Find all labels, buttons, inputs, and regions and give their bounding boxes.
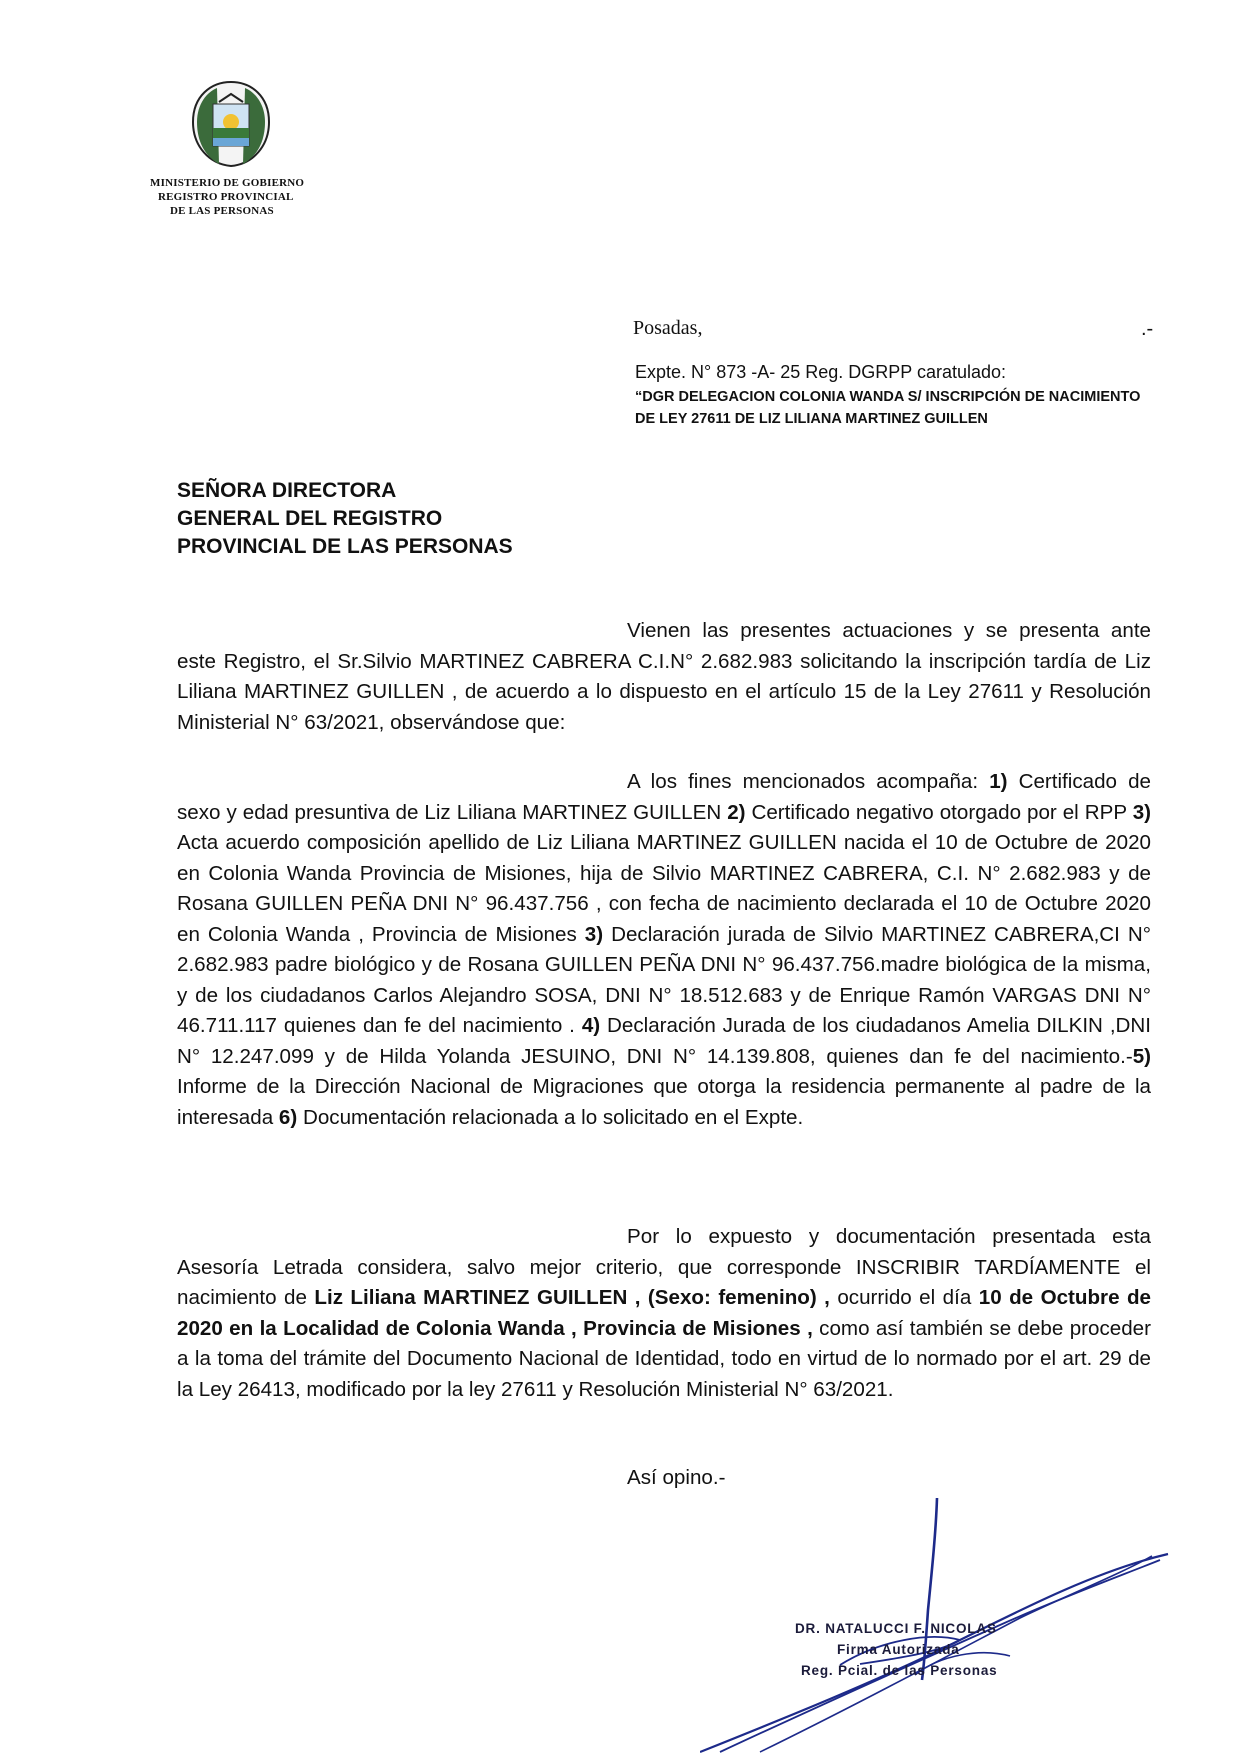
place-date-dash: .- <box>1141 318 1154 340</box>
paragraph-attachments <box>177 767 1151 1133</box>
item-number: 5) <box>1132 1044 1151 1068</box>
attachments-text: Declaración jurada de Silvio MARTINEZ CABRERA,CI N° 2.682.983 padre biológico y de Rosana GUILLEN PEÑA DNI N° 96.437.756.madre biológica de la misma, y de los ciudadanos Carlos Alejandro SOSA, DNI N° 18.512.683 y de Enrique Ramón VARGAS DNI N° 46.711.117 quienes dan fe del nacimiento . <box>177 922 1151 1037</box>
conclusion-text: como así también se debe proceder a la toma del trámite del Documento Nacional de Identidad, todo en virtud de lo normado por el art. 29 de la Ley 26413, modificado por la ley 27611 y Resolución Ministerial N° 63/2021. <box>177 1316 1151 1401</box>
item-number: 3) <box>584 922 604 946</box>
item-number: 4) <box>581 1014 601 1037</box>
conclusion-bold: Liz Liliana MARTINEZ GUILLEN , (Sexo: femenino) , <box>314 1286 830 1309</box>
attachments-text: Certificado de sexo y edad presuntiva de Liz Liliana MARTINEZ GUILLEN <box>177 770 1151 824</box>
provincial-emblem <box>183 78 279 170</box>
addressee <box>177 477 513 561</box>
item-number: 6) <box>278 1105 298 1129</box>
file-reference: Expte. N° 873 -A- 25 Reg. DGRPP caratulado: <box>635 362 1007 382</box>
attachments-text: Certificado negativo otorgado por el RPP <box>745 800 1133 824</box>
conclusion-bold: 10 de Octubre de 2020 en la Localidad de Colonia Wanda , Provincia de Misiones , <box>177 1286 1151 1340</box>
attachments-text: Informe de la Dirección Nacional de Migraciones que otorga la residencia permanente al padre de la interesada <box>177 1075 1151 1129</box>
item-number: 1) <box>989 770 1008 793</box>
paragraph-intro <box>177 616 1151 738</box>
stamp-office: Reg. Pcial. de las Personas <box>801 1663 998 1678</box>
place-date: Posadas, <box>633 317 703 339</box>
attachments-text: Documentación relacionada a lo solicitado en el Expte. <box>297 1105 804 1129</box>
ministry-line-3: DE LAS PERSONAS <box>170 205 274 217</box>
addressee-line-1: SEÑORA DIRECTORA <box>177 479 397 502</box>
closing-phrase: Así opino.- <box>627 1466 726 1489</box>
paragraph-intro-text: Vienen las presentes actuaciones y se presenta ante este Registro, el Sr.Silvio MARTINEZ CABRERA C.I.N° 2.682.983 solicitando la inscripción tardía de Liz Liliana MARTINEZ GUILLEN , de acuerdo a lo dispuesto en el artículo 15 de la Ley 27611 y Resolución Ministerial N° 63/2021, observándose que: <box>177 619 1151 734</box>
ministry-line-2: REGISTRO PROVINCIAL <box>158 191 294 203</box>
ministry-line-1: MINISTERIO DE GOBIERNO <box>150 177 305 189</box>
item-number: 2) <box>727 800 746 824</box>
addressee-line-3: PROVINCIAL DE LAS PERSONAS <box>177 535 513 558</box>
attachments-text: Declaración Jurada de los ciudadanos Amelia DILKIN ,DNI N° 12.247.099 y de Hilda Yolanda JESUINO, DNI N° 14.139.808, quienes dan fe del nacimiento.- <box>177 1014 1152 1068</box>
conclusion-text: ocurrido el día <box>829 1286 979 1309</box>
stamp-role: Firma Autorizada <box>837 1642 960 1657</box>
file-caption: “DGR DELEGACION COLONIA WANDA S/ INSCRIPCIÓN DE NACIMIENTO DE LEY 27611 DE LIZ LILIANA MARTINEZ GUILLEN <box>635 389 1141 427</box>
attachments-text: Acta acuerdo composición apellido de Liz Liliana MARTINEZ GUILLEN nacida el 10 de Octubre de 2020 en Colonia Wanda Provincia de Misiones, hija de Silvio MARTINEZ CABRERA, C.I. N° 2.682.983 y de Rosana GUILLEN PEÑA DNI N° 96.437.756 , con fecha de nacimiento declarada el 10 de Octubre 2020 en Colonia Wanda , Provincia de Misiones <box>177 831 1151 946</box>
conclusion-text: Por lo expuesto y documentación presentada esta Asesoría Letrada considera, salvo mejor criterio, que corresponde INSCRIBIR TARDÍAMENTE el nacimiento de <box>177 1225 1151 1309</box>
ministry-header <box>150 176 304 218</box>
attachments-text: A los fines mencionados acompaña: <box>627 770 990 793</box>
paragraph-conclusion <box>177 1222 1151 1405</box>
addressee-line-2: GENERAL DEL REGISTRO <box>177 507 443 530</box>
authorization-stamp <box>795 1618 997 1681</box>
item-number: 3) <box>1132 800 1151 824</box>
stamp-name: DR. NATALUCCI F. NICOLAS <box>795 1621 997 1636</box>
